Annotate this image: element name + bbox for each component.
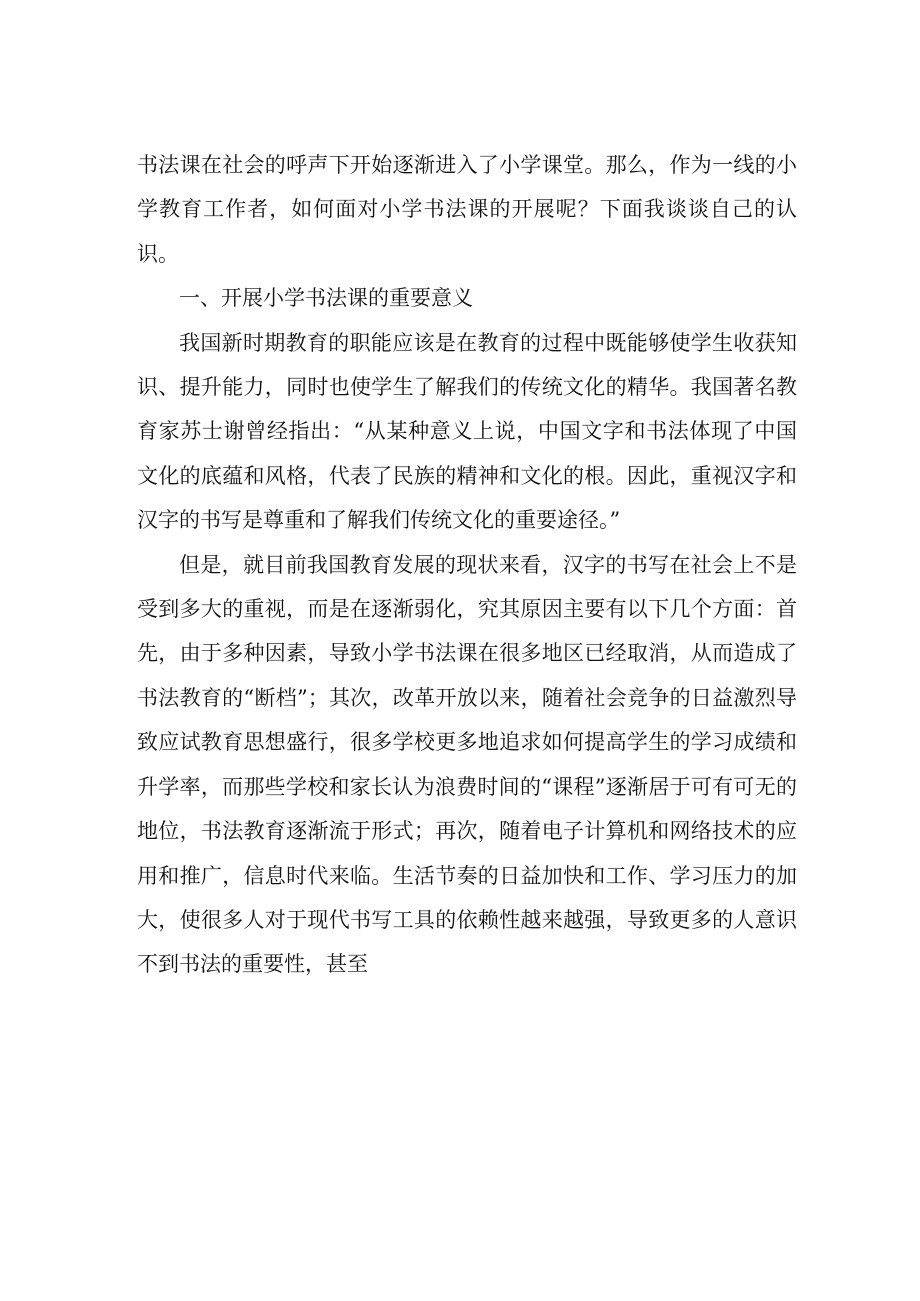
paragraph: 我国新时期教育的职能应该是在教育的过程中既能够使学生收获知识、提升能力，同时也使学生了解我们的传统文化的精华。我国著名教育家苏士谢曾经指出：“从某种意义上说，中国文字和书法体现了中国文化的底蕴和风格，代表了民族的精神和文化的根。因此，重视汉字和汉字的书写是尊重和了解我们传统文化的重要途径。” — [137, 330, 797, 533]
paragraph: 但是，就目前我国教育发展的现状来看，汉字的书写在社会上不是受到多大的重视，而是在逐渐弱化，究其原因主要有以下几个方面：首先，由于多种因素，导致小学书法课在很多地区已经取消，从而造成了书法教育的“断档”；其次，改革开放以来，随着社会竞争的日益激烈导致应试教育思想盛行，很多学校更多地追求如何提高学生的学习成绩和升学率，而那些学校和家长认为浪费时间的“课程”逐渐居于可有可无的地位，书法教育逐渐流于形式；再次，随着电子计算机和网络技术的应用和推广，信息时代来临。生活节奏的日益加快和工作、学习压力的加大，使很多人对于现代书写工具的依赖性越来越强，导致更多的人意识不到书法的重要性，甚至 — [137, 552, 797, 977]
body-text — [137, 143, 797, 987]
section-heading: 一、开展小学书法课的重要意义 — [179, 286, 473, 311]
paragraph-continuation: 书法课在社会的呼声下开始逐渐进入了小学课堂。那么，作为一线的小学教育工作者，如何面对小学书法课的开展呢？下面我谈谈自己的认识。 — [137, 153, 797, 266]
